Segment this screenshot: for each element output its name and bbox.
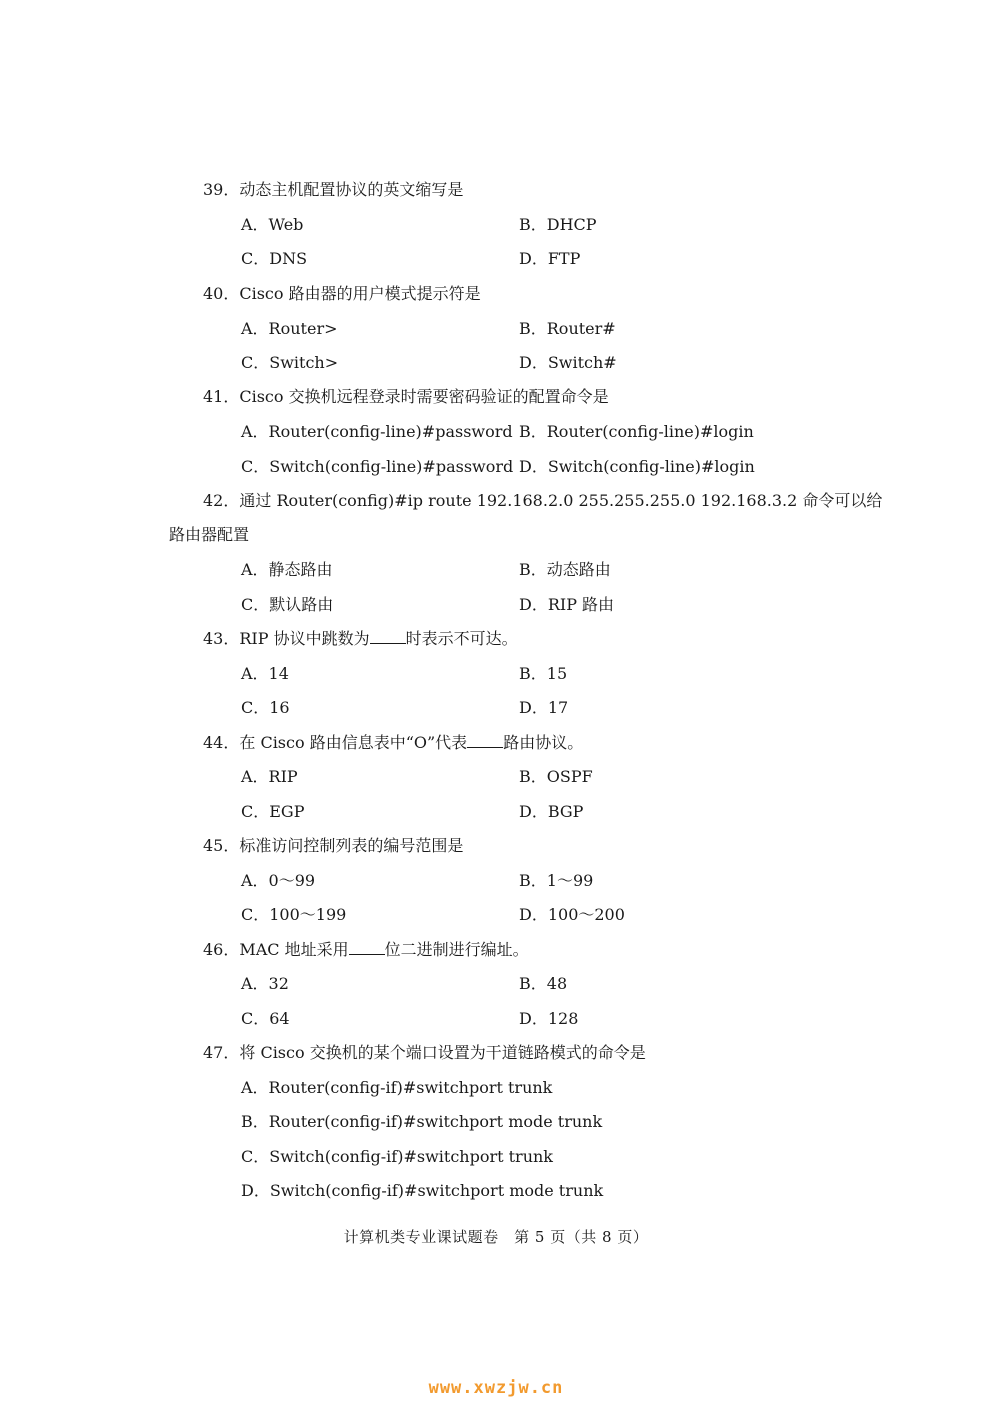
question-46-option-d: D．128 [519,1009,579,1028]
question-47-option-b: B．Router(config-if)#switchport mode trunk [241,1112,603,1131]
question-46-stem [203,937,529,960]
answer-blank [370,629,406,644]
answer-blank [349,940,385,955]
question-40-option-b: B．Router# [519,319,616,338]
question-39-option-d: D．FTP [519,249,581,268]
question-41-option-d: D．Switch(config-line)#login [519,457,755,476]
question-45-option-d: D．100～200 [519,905,625,924]
page-footer: 计算机类专业课试题卷 第 5 页（共 8 页） [343,1228,649,1246]
question-40-option-a: A．Router> [241,319,338,338]
question-44-stem-post: 路由协议。 [503,733,584,752]
question-44-stem-pre: 44．在 Cisco 路由信息表中“O”代表 [203,733,468,752]
question-39-stem: 39．动态主机配置协议的英文缩写是 [203,180,464,199]
question-39-option-c: C．DNS [241,249,308,268]
question-39-option-b: B．DHCP [519,215,597,234]
answer-blank [467,733,503,748]
question-42-option-d: D．RIP 路由 [519,595,615,614]
question-43-stem-post: 时表示不可达。 [405,629,518,648]
question-42-option-b: B．动态路由 [519,560,611,579]
question-42-stem: 42．通过 Router(config)#ip route 192.168.2.0 255.255.255.0 192.168.3.2 命令可以给 [203,491,883,510]
question-41-option-a: A．Router(config-line)#password [241,422,513,441]
question-43-option-b: B．15 [519,664,568,683]
question-46-stem-pre: 46．MAC 地址采用 [203,940,349,959]
question-44-option-b: B．OSPF [519,767,593,786]
question-40-option-c: C．Switch> [241,353,339,372]
question-44-stem [203,730,583,753]
question-45-option-a: A．0～99 [241,871,316,890]
question-43-option-a: A．14 [241,664,289,683]
question-40-option-d: D．Switch# [519,353,617,372]
question-44-option-d: D．BGP [519,802,584,821]
question-47-stem: 47．将 Cisco 交换机的某个端口设置为干道链路模式的命令是 [203,1043,646,1062]
question-39-option-a: A．Web [241,215,304,234]
question-43-option-c: C．16 [241,698,290,717]
question-47-option-a: A．Router(config-if)#switchport trunk [241,1078,553,1097]
question-46-option-b: B．48 [519,974,568,993]
question-46-option-c: C．64 [241,1009,290,1028]
question-47-option-d: D．Switch(config-if)#switchport mode trunk [241,1181,604,1200]
question-44-option-c: C．EGP [241,802,305,821]
question-42-option-a: A．静态路由 [241,560,333,579]
question-43-option-d: D．17 [519,698,569,717]
question-43-stem [203,626,518,649]
question-41-stem: 41．Cisco 交换机远程登录时需要密码验证的配置命令是 [203,387,609,406]
question-41-option-c: C．Switch(config-line)#password [241,457,514,476]
question-42-stem-continued: 路由器配置 [169,525,250,544]
question-45-option-c: C．100～199 [241,905,347,924]
question-45-option-b: B．1～99 [519,871,594,890]
question-41-option-b: B．Router(config-line)#login [519,422,754,441]
site-watermark: www.xwzjw.cn [428,1378,564,1398]
question-46-stem-post: 位二进制进行编址。 [384,940,529,959]
question-45-stem: 45．标准访问控制列表的编号范围是 [203,836,464,855]
question-40-stem: 40．Cisco 路由器的用户模式提示符是 [203,284,481,303]
question-44-option-a: A．RIP [241,767,298,786]
question-46-option-a: A．32 [241,974,289,993]
question-47-option-c: C．Switch(config-if)#switchport trunk [241,1147,554,1166]
question-42-option-c: C．默认路由 [241,595,334,614]
question-43-stem-pre: 43．RIP 协议中跳数为 [203,629,370,648]
